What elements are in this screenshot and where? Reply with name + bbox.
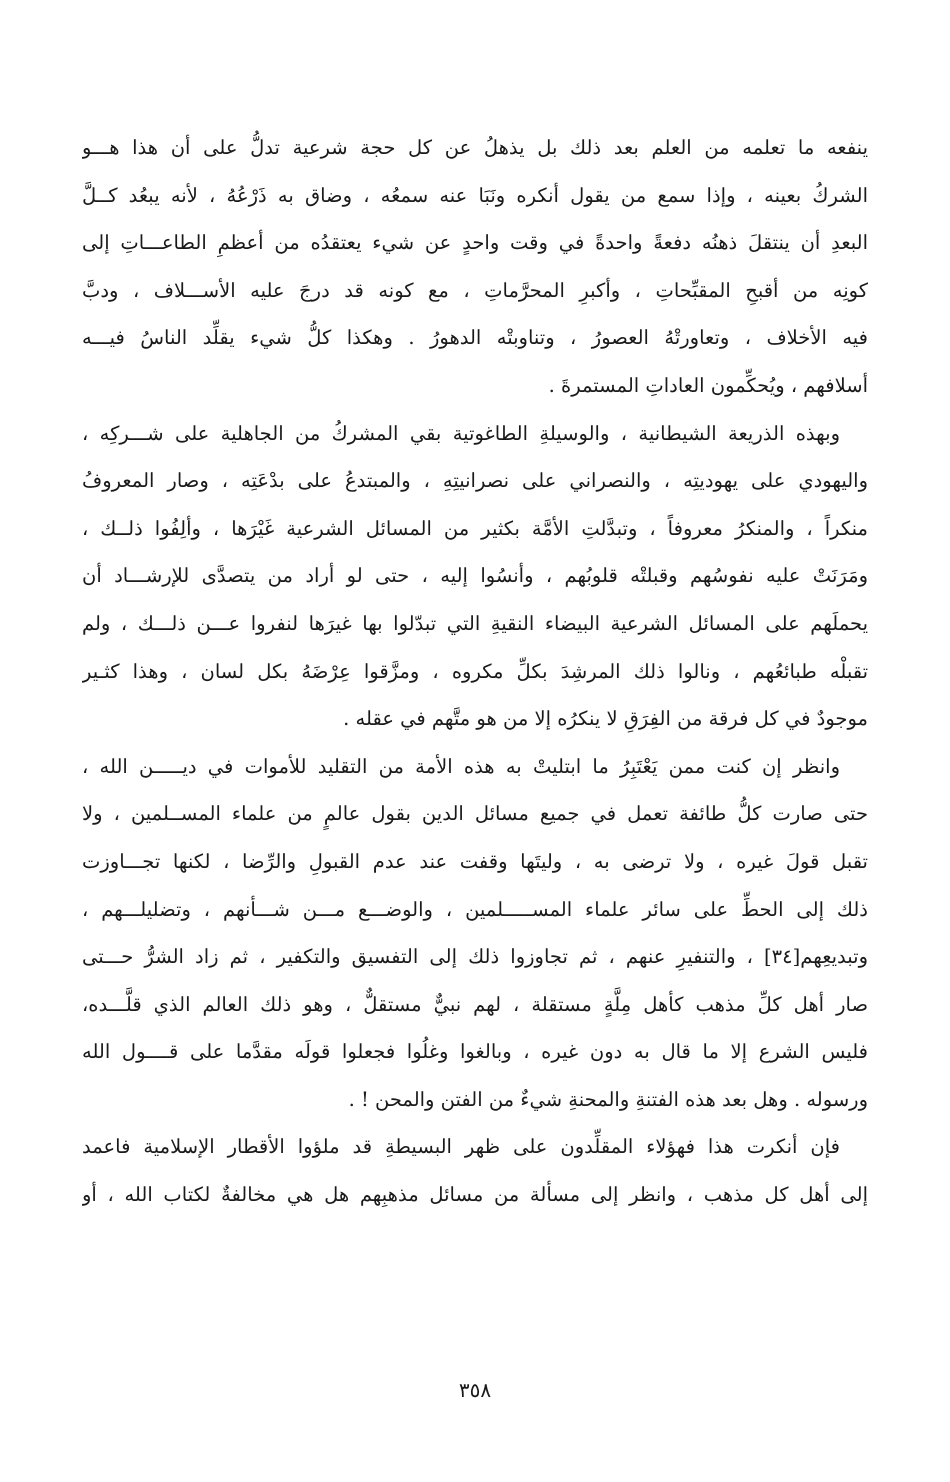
paragraph-3 xyxy=(82,743,868,1124)
text-line: يحملَهم على المسائل الشرعية البيضاء النقيةِ التي تبدّلوا بها غيرَها لنفروا عـــن ذلـــك ، ولم xyxy=(82,611,868,635)
text-line: ينفعه ما تعلمه من العلم بعد ذلك بل يذهلُ عن كل حجة شرعية تدلُّ على أن هذا هـــو xyxy=(82,136,868,159)
text-line: وتبديعِهم[٣٤] ، والتنفيرِ عنهم ، ثم تجاوزوا ذلك إلى التفسيق والتكفير ، ثم زاد الشرُّ حـــتى xyxy=(82,945,868,969)
text-line: أسلافهم ، ويُحكِّمون العاداتِ المستمرةَ . xyxy=(548,373,868,397)
text-line: البعدِ أن ينتقلَ ذهنُه دفعةً واحدةً في وقت واحدٍ عن شيء يعتقدُه من أعظمِ الطاعـــاتِ إلى xyxy=(82,231,868,255)
text-line: حتى صارت كلُّ طائفة تعمل في جميع مسائل الدين بقول عالمٍ من علماء المســلمين ، ولا xyxy=(82,802,868,826)
page-number: ٣٥٨ xyxy=(458,1378,492,1402)
text-line: فيه الأخلاف ، وتعاورتْهُ العصورُ ، وتناوبتْه الدهورُ . وهكذا كلُّ شيء يقلِّد الناسُ فيـــه xyxy=(82,326,868,350)
text-line: تقبل قولَ غيره ، ولا ترضى به ، وليتَها وقفت عند عدم القبولِ والرِّضا ، لكنها تجـــاوزت xyxy=(82,849,868,873)
text-line: ورسوله . وهل بعد هذه الفتنةِ والمحنةِ شيءٌ من الفتن والمحن ! . xyxy=(348,1087,868,1111)
text-line: ومَرَنَتْ عليه نفوسُهم وقبلتْه قلوبُهم ، وأنسُوا إليه ، حتى لو أراد من يتصدَّى للإرشـــاد أن xyxy=(82,564,868,588)
text-line: صار أهل كلِّ مذهب كأهل مِلَّةٍ مستقلة ، لهم نبيٌّ مستقلٌّ ، وهو ذلك العالم الذي قلَّـــده، xyxy=(82,992,868,1016)
text-line: كونِه من أقبحِ المقبِّحاتِ ، وأكبرِ المحرَّماتِ ، مع كونه قد درجَ عليه الأســـلاف ، ودبَّ xyxy=(82,278,868,302)
text-line: فإن أنكرت هذا فهؤلاء المقلِّدون على ظهر البسيطةِ قد ملؤوا الأقطار الإسلامية فاعمد xyxy=(82,1135,840,1159)
text-line: الشركُ بعينه ، وإذا سمع من يقول أنكره ونَبَا عنه سمعُه ، وضاق به ذَرْعُهُ ، لأنه يبعُد كــلَّ xyxy=(82,183,868,207)
text-line: وانظر إن كنت ممن يَعْتَبِرُ ما ابتليتْ به هذه الأمة من التقليد للأموات في ديـــــن الله ، xyxy=(82,754,840,778)
paragraph-4 xyxy=(82,1123,868,1218)
text-line: إلى أهل كل مذهب ، وانظر إلى مسألة من مسائل مذهبِهم هل هي مخالفةٌ لكتاب الله ، أو xyxy=(82,1183,868,1207)
paragraph-2 xyxy=(82,410,868,743)
text-line: موجودٌ في كل فرقة من الفِرَقِ لا ينكرُه إلا من هو متَّهم في عقله . xyxy=(343,707,868,731)
text-line: واليهودي على يهوديتِه ، والنصراني على نصرانيتِهِ ، والمبتدعُ على بدْعَتِه ، وصار المعروفُ xyxy=(82,469,868,493)
text-line: تقبلْه طبائعُهم ، ونالوا ذلك المرشِدَ بكلِّ مكروه ، ومزَّقوا عِرْضَهُ بكل لسان ، وهذا كثـير xyxy=(82,659,868,683)
paragraph-1 xyxy=(82,124,868,410)
text-line: منكراً ، والمنكرُ معروفاً ، وتبدَّلتِ الأمَّة بكثير من المسائل الشرعية غَيْرَها ، وألِفُوا ذلــك ، xyxy=(82,516,868,540)
body-text xyxy=(82,124,868,1219)
text-line: فليس الشرع إلا ما قال به دون غيره ، وبالغوا وغلُوا فجعلوا قولَه مقدَّما على قــــول الله xyxy=(82,1040,868,1064)
text-line: ذلك إلى الحطِّ على سائر علماء المســـــلمين ، والوضـــع مـــن شـــأنهم ، وتضليلـــهم ، xyxy=(82,897,868,921)
text-line: وبهذه الذريعة الشيطانية ، والوسيلةِ الطاغوتية بقي المشركُ من الجاهلية على شـــركِه ، xyxy=(82,421,840,445)
